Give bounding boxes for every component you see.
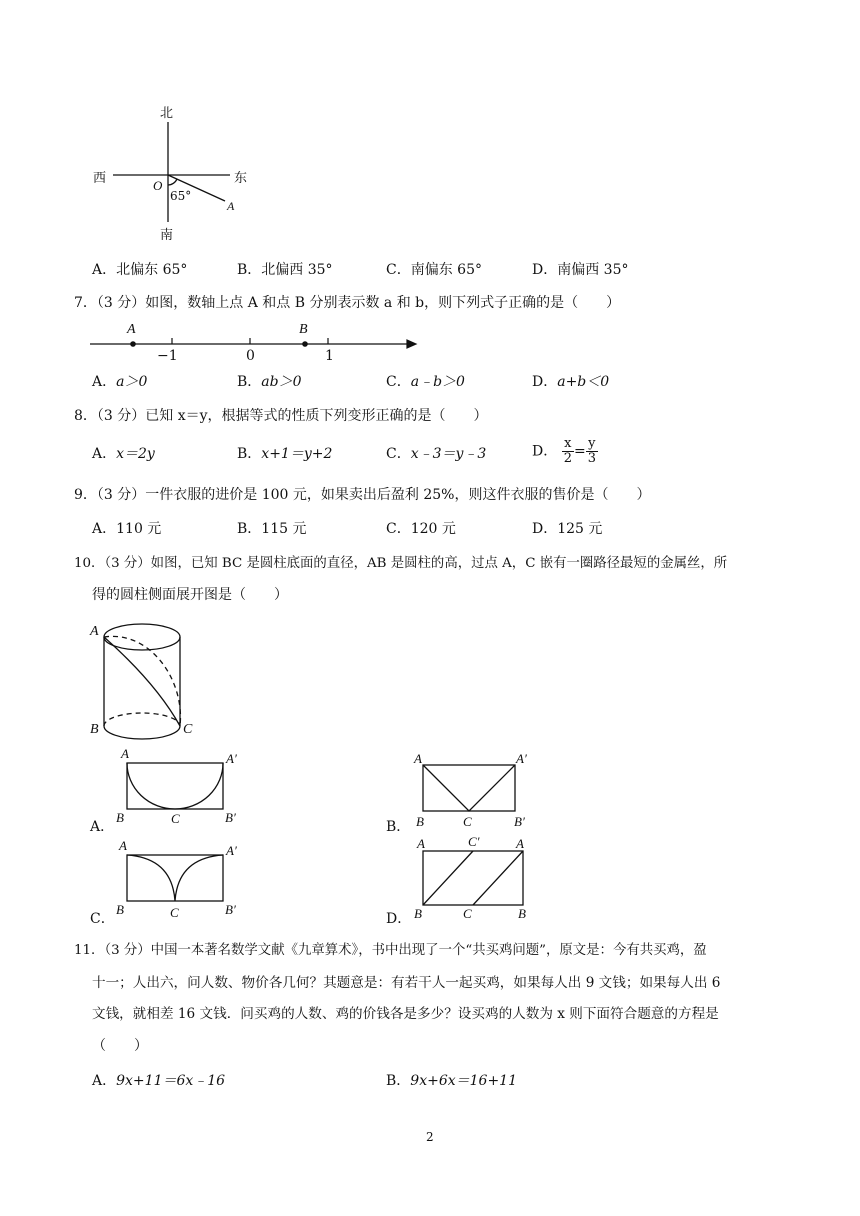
option-letter: D． [532,374,558,390]
choice-b-path [423,765,515,811]
compass-point-a-label: A [227,199,235,213]
choice-d-br: B [518,906,526,921]
option-letter: A． [92,446,117,462]
choice-d-path [423,851,523,905]
cylinder-label-b: B [90,722,99,737]
q10-choice-b-letter: B． [386,819,411,835]
q10-choice-d-letter: D． [386,911,412,927]
compass-origin-label: O [153,178,163,193]
choice-d-tm: C′ [468,834,480,849]
choice-a-bl: B [116,810,124,825]
q11-option-b [386,1072,517,1090]
option-text: 北偏西 35° [261,262,333,278]
number-line-tick-neg1: −1 [157,348,178,364]
q8-stem: 8．（3 分）已知 x＝y，根据等式的性质下列变形正确的是（ ） [74,408,488,424]
option-letter: A． [92,1073,117,1089]
option-text: a﹣b＞0 [410,374,465,390]
choice-a-rect [127,763,223,809]
q10-choice-a-letter: A． [90,819,115,835]
choice-b-bm: C [463,814,472,829]
choice-b-tl: A [414,751,422,766]
fraction-numerator: x [562,437,574,452]
choice-a-tr: A′ [226,751,237,766]
choice-a-tl: A [121,746,129,761]
fraction-numerator: y [586,437,598,452]
number-line-label-a: A [127,322,136,337]
option-text: 115 元 [261,521,307,537]
option-letter: C． [386,446,411,462]
choice-c-bl: B [116,902,124,917]
option-letter: C． [386,521,411,537]
option-letter: B． [237,374,262,390]
option-text: 120 元 [410,521,456,537]
option-letter: D． [532,521,558,537]
option-letter: B． [237,521,262,537]
number-line-tick-0: 0 [246,348,255,364]
option-text: 南偏东 65° [410,262,482,278]
equals-sign: = [573,443,586,460]
fraction-denominator: 2 [563,451,572,466]
number-line-tick-1: 1 [325,348,334,364]
option-letter: A． [92,262,117,278]
option-letter: A． [92,521,117,537]
choice-d-tr: A [516,836,524,851]
q10-choice-c-letter: C． [90,911,115,927]
option-text: x﹣3＝y﹣3 [410,446,487,462]
q11-line3: 文钱，就相差 16 文钱．问买鸡的人数、鸡的价钱各是多少？设买鸡的人数为 x 则下面符合题意的方程是 [92,1006,719,1022]
q11-option-a [92,1072,225,1090]
option-text: 南偏西 35° [557,262,629,278]
option-text: ab＞0 [261,374,302,390]
option-text: 9x+6x＝16+11 [410,1073,517,1089]
choice-b-tr: A′ [516,751,527,766]
q10-stem-line1: 10．（3 分）如图，已知 BC 是圆柱底面的直径，AB 是圆柱的高，过点 A，C 嵌有一圈路径最短的金属丝，所 [74,556,728,571]
fraction-denominator: 3 [587,451,596,466]
option-letter: C． [386,374,411,390]
page-number: 2 [426,1130,434,1144]
q11-line2: 十一；人出六，问人数、物价各几何？其题意是：有若干人一起买鸡，如果每人出 9 文钱；如果每人出 6 [92,975,721,991]
choice-a-br: B′ [225,810,236,825]
choice-c-bm: C [170,905,179,920]
compass-angle-label: 65° [170,189,192,203]
choice-c-rect [127,855,223,901]
option-letter: B． [237,262,262,278]
choice-d-tl: A [417,836,425,851]
compass-south-label: 南 [160,228,174,243]
number-line-label-b: B [299,322,308,337]
option-letter: C． [386,262,411,278]
choice-a-bm: C [171,811,180,826]
choice-c-path [127,855,223,901]
option-letter: B． [386,1073,411,1089]
choice-b-br: B′ [514,814,525,829]
compass-east-label: 东 [234,171,248,186]
q11-line4: （ ） [92,1038,148,1054]
cylinder-label-a: A [90,624,99,639]
compass-north-label: 北 [160,106,174,121]
q7-stem: 7．（3 分）如图，数轴上点 A 和点 B 分别表示数 a 和 b，则下列式子正确的是（ ） [74,295,621,311]
option-text: x＝2y [116,446,155,462]
choice-c-tl: A [119,838,127,853]
choice-b-bl: B [416,814,424,829]
choice-d-bl: B [414,906,422,921]
option-text: 110 元 [116,521,162,537]
option-text: a＞0 [116,374,148,390]
option-letter: A． [92,374,117,390]
cylinder-label-c: C [183,722,193,737]
compass-west-label: 西 [93,171,107,186]
q9-stem: 9．（3 分）一件衣服的进价是 100 元，如果卖出后盈利 25%，则这件衣服的售价是（ ） [74,487,651,503]
choice-d-rect [423,851,523,905]
option-letter: D． [532,443,558,460]
choice-b-rect [423,765,515,811]
option-text: a+b＜0 [557,374,610,390]
q11-line1: 11．（3 分）中国一本著名数学文献《九章算术》，书中出现了一个“共买鸡问题”，原文是：今有共买鸡，盈 [74,943,707,958]
option-letter: D． [532,262,558,278]
choice-a-path [127,763,223,809]
choice-d-bm: C [463,906,472,921]
option-text: x+1＝y+2 [261,446,333,462]
choice-c-tr: A′ [226,843,237,858]
option-text: 北偏东 65° [116,262,188,278]
option-text: 9x+11＝6x﹣16 [116,1073,226,1089]
q10-stem-line2: 得的圆柱侧面展开图是（ ） [92,587,288,603]
option-text: 125 元 [557,521,603,537]
choice-c-br: B′ [225,902,236,917]
option-letter: B． [237,446,262,462]
